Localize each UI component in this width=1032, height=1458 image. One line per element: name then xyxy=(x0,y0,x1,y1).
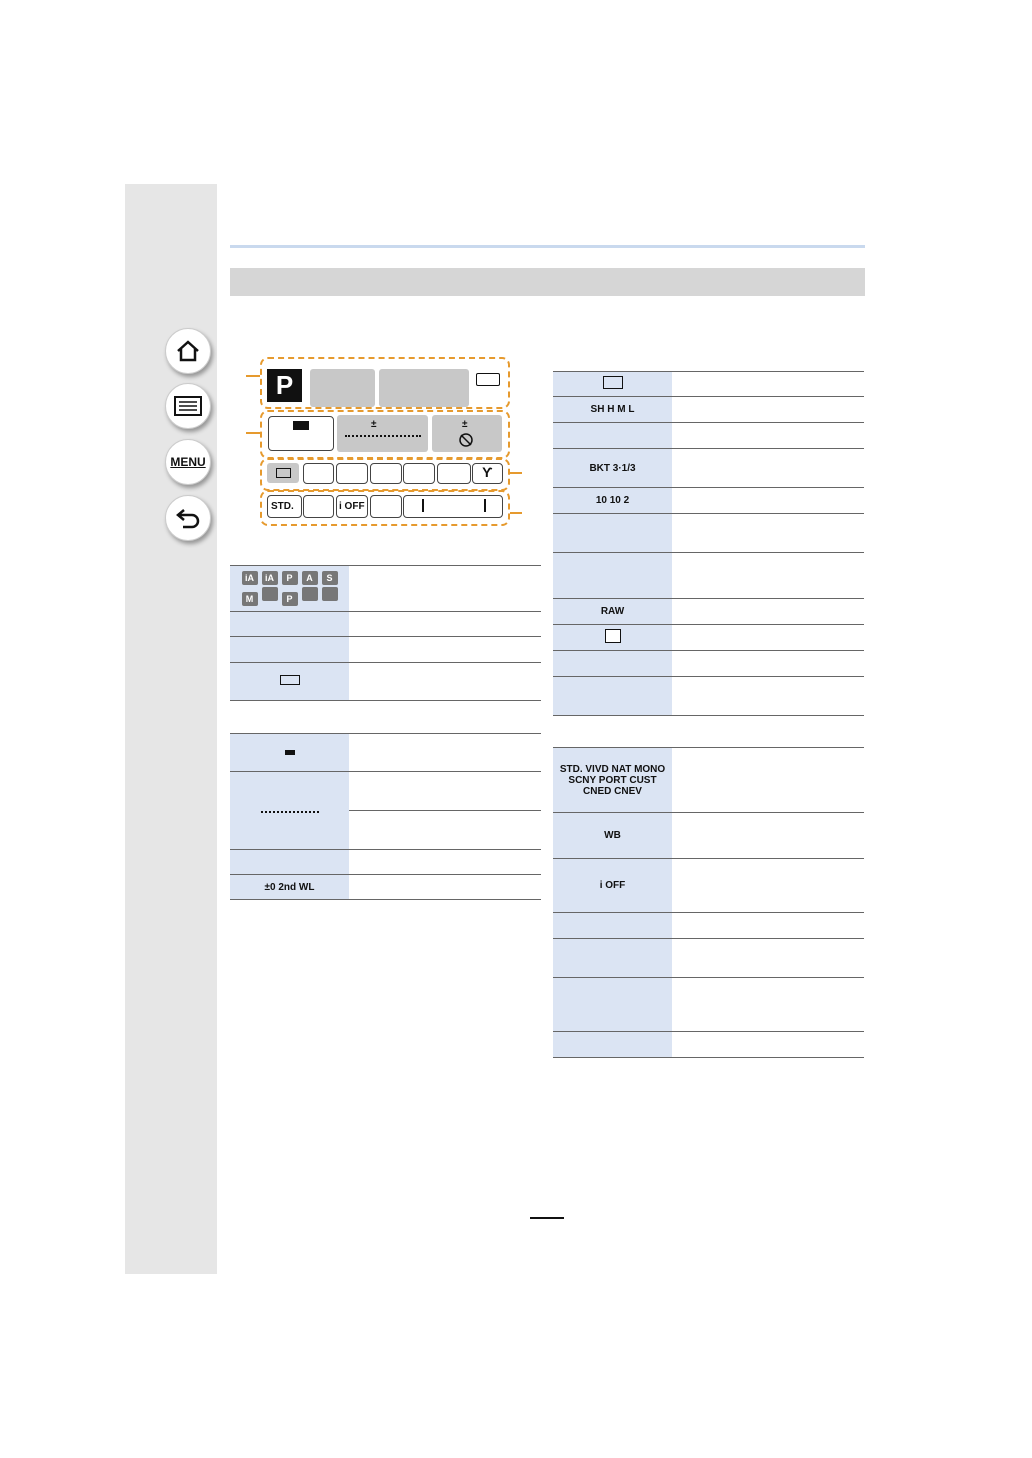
battery-icon xyxy=(476,373,500,386)
lcd-field xyxy=(310,369,375,407)
table-cell: SH H M L xyxy=(553,397,672,423)
table-cell xyxy=(553,625,672,651)
lcd-field xyxy=(370,463,402,484)
table-cell xyxy=(553,514,672,553)
table-cell: iA iA P A S M P xyxy=(230,566,349,612)
table-cell xyxy=(553,939,672,978)
table-cell xyxy=(230,850,349,875)
flash-off-icon xyxy=(458,432,474,448)
mode-indicator: P xyxy=(267,369,302,402)
lcd-field xyxy=(403,463,435,484)
callout-line xyxy=(246,375,260,377)
menu-label: MENU xyxy=(170,455,206,469)
table-cell xyxy=(553,978,672,1032)
table-cell xyxy=(553,423,672,449)
table-cell xyxy=(553,651,672,677)
lcd-field xyxy=(403,495,503,518)
table-cell xyxy=(553,553,672,599)
home-button[interactable] xyxy=(165,328,211,374)
back-button[interactable] xyxy=(165,495,211,541)
header-rule xyxy=(230,245,865,248)
lcd-diagram xyxy=(260,357,510,525)
section-bar xyxy=(230,268,865,296)
metering-icon xyxy=(370,495,402,518)
exposure-field: ± xyxy=(337,415,428,452)
lcd-field xyxy=(267,463,299,483)
callout-line xyxy=(246,432,260,434)
contents-button[interactable] xyxy=(165,383,211,429)
table-cell xyxy=(349,566,541,612)
page-number-rule xyxy=(530,1217,564,1219)
table-cell xyxy=(230,663,349,701)
lcd-field xyxy=(268,416,334,451)
table-cell: 10 10 2 xyxy=(553,488,672,514)
wrench-icon: Ƴ xyxy=(472,463,503,484)
menu-button[interactable] xyxy=(165,439,211,485)
lcd-field xyxy=(379,369,469,407)
back-arrow-icon xyxy=(175,507,201,529)
home-icon xyxy=(175,339,201,363)
table-cell xyxy=(230,612,349,637)
table-cell xyxy=(230,701,349,734)
flash-field: ± xyxy=(432,415,502,452)
list-icon xyxy=(174,396,202,416)
table-cell: i OFF xyxy=(553,859,672,913)
lcd-field xyxy=(336,463,368,484)
lcd-field: STD. xyxy=(267,495,302,518)
table-cell: ±0 2nd WL xyxy=(230,875,349,900)
table-cell: STD. VIVD NAT MONO SCNY PORT CUST CNED CNEV xyxy=(553,748,672,813)
left-table xyxy=(230,565,541,900)
lcd-field xyxy=(303,495,334,518)
table-cell: WB xyxy=(553,813,672,859)
table-cell xyxy=(230,772,349,850)
table-cell xyxy=(553,1032,672,1058)
table-cell: BKT 3·1/3 xyxy=(553,449,672,488)
lcd-field: i OFF xyxy=(336,495,368,518)
table-cell xyxy=(553,716,672,748)
table-cell xyxy=(553,677,672,716)
lcd-field xyxy=(437,463,471,484)
table-cell xyxy=(230,734,349,772)
table-cell: RAW xyxy=(553,599,672,625)
callout-line xyxy=(510,512,522,514)
lcd-field xyxy=(303,463,334,484)
table-cell xyxy=(553,913,672,939)
table-cell xyxy=(230,637,349,663)
callout-line xyxy=(510,472,522,474)
table-cell xyxy=(553,372,672,397)
right-table xyxy=(553,371,864,1058)
